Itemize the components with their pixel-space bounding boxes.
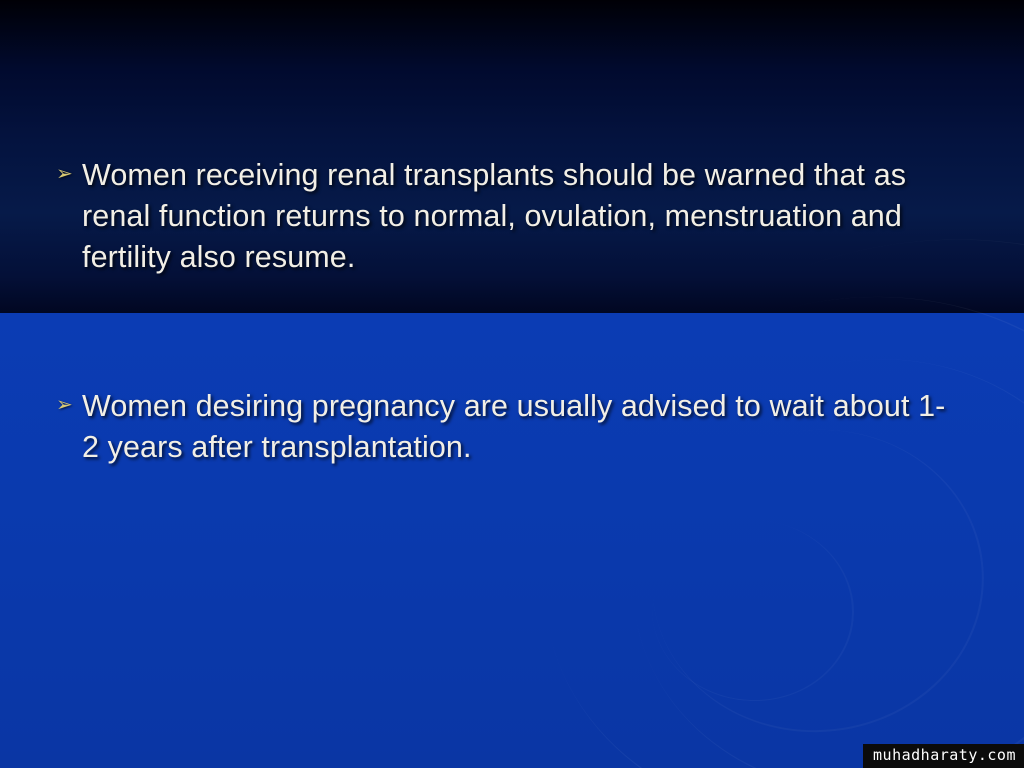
arrow-bullet-icon: ➢ bbox=[56, 394, 73, 416]
arrow-bullet-icon: ➢ bbox=[56, 163, 73, 185]
watermark: muhadharaty.com bbox=[863, 744, 1024, 768]
bullet-text: Women desiring pregnancy are usually advised to wait about 1-2 years after transplantation. bbox=[82, 389, 946, 464]
bullet-item bbox=[56, 155, 946, 278]
bullet-text: Women receiving renal transplants should be warned that as renal function returns to normal, ovulation, menstruation and fertility also resume. bbox=[82, 158, 907, 274]
bullet-item bbox=[56, 386, 946, 468]
